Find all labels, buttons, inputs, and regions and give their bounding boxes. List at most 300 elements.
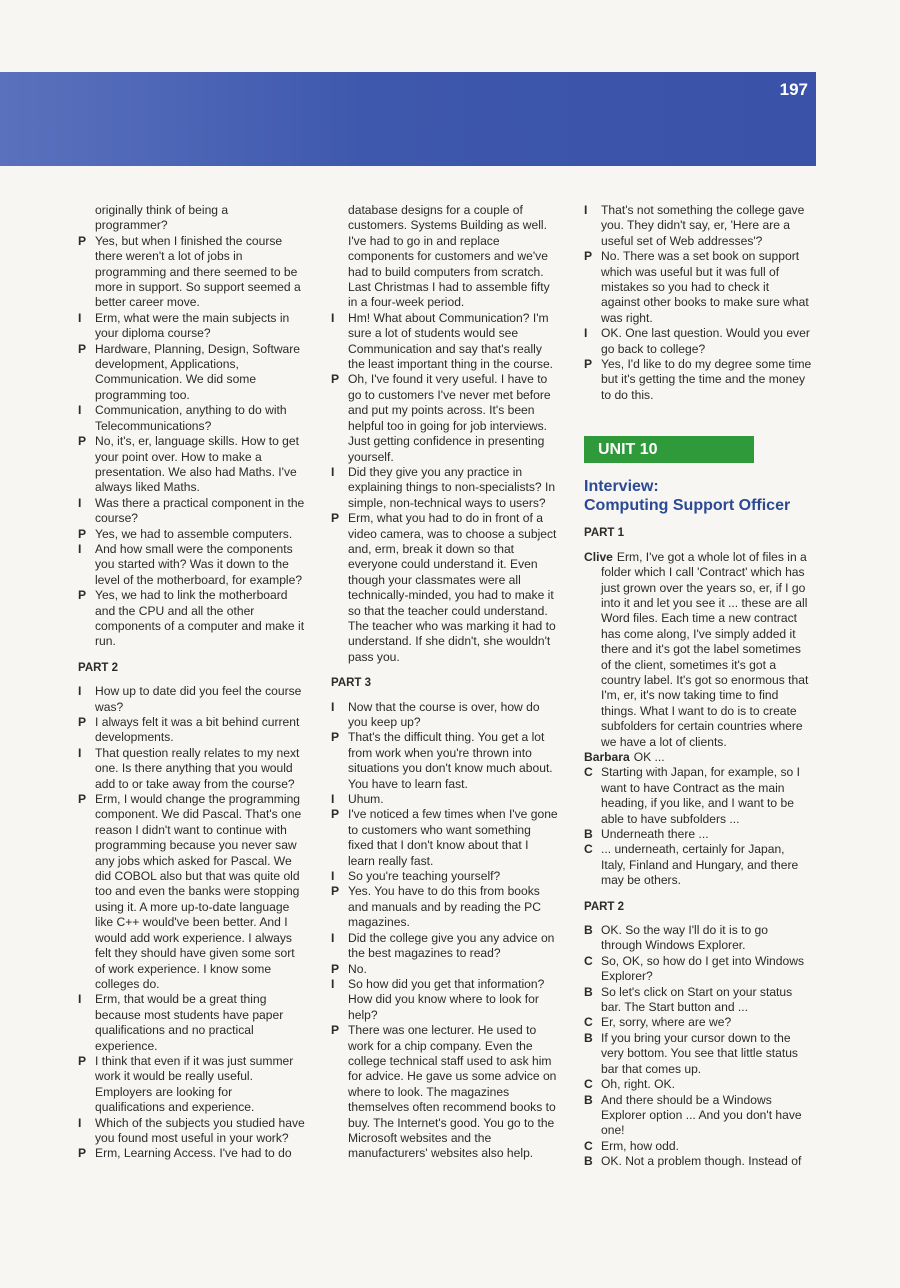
turn-line: did COBOL also but that was quite old [95, 869, 300, 884]
line-text: Erm, how odd. [601, 1138, 679, 1153]
title-line: Computing Support Officer [584, 497, 791, 515]
line-text: Erm, Learning Access. I've had to do [95, 1146, 292, 1161]
turn-line: components of a computer and make it [95, 618, 305, 633]
dialogue-turn [78, 542, 310, 588]
turn-first-line [78, 311, 310, 326]
line-text: So how did you get that information? [348, 976, 545, 991]
column-2 [331, 203, 563, 1162]
speaker-label: P [331, 730, 340, 745]
speaker-label: P [331, 807, 340, 822]
turn-first-line [331, 372, 563, 387]
turn-line: would add work experience. I always [95, 930, 292, 945]
speaker-label: Clive [584, 549, 613, 564]
dialogue-turn [331, 962, 563, 977]
line-text: Now that the course is over, how do [348, 699, 540, 714]
turn-line: and manuals and by reading the PC [348, 899, 541, 914]
dialogue-turn [78, 1146, 310, 1161]
turn-line: there weren't a lot of jobs in [95, 249, 243, 264]
turn-line: heading, if you like, and I want to be [601, 796, 794, 811]
turn-first-line [331, 792, 563, 807]
speaker-label: C [584, 1015, 593, 1030]
turn-line: You have to learn fast. [348, 776, 468, 791]
turn-line: you started with? Was it down to the [95, 557, 289, 572]
turn-line: reason I didn't want to continue with [95, 822, 287, 837]
line-text: OK ... [633, 749, 665, 764]
turn-first-line [78, 234, 310, 249]
turn-line: which was useful but it was full of [601, 264, 780, 279]
turn-first-line [584, 1154, 816, 1169]
turn-line: in a four-week period. [348, 295, 465, 310]
turn-line: experience. [95, 1038, 158, 1053]
turn-line: qualifications and experience. [95, 1100, 255, 1115]
speaker-label: B [584, 827, 593, 841]
dialogue-turn [78, 746, 310, 792]
turn-line: your diploma course? [95, 326, 211, 341]
speaker-label: I [331, 976, 335, 991]
line-text: Erm, I've got a whole lot of files in a [616, 549, 807, 564]
turn-first-line [331, 884, 563, 899]
turn-line: because most students have paper [95, 1007, 284, 1022]
turn-first-line [78, 684, 310, 699]
speaker-label: P [331, 511, 340, 526]
dialogue-turn [78, 203, 310, 234]
turn-first-line [78, 715, 310, 730]
dialogue-turn [78, 434, 310, 496]
turn-line: like C++ would've been better. And I [95, 915, 288, 930]
dialogue-turn [78, 342, 310, 404]
speaker-label: P [78, 233, 87, 248]
dialogue-turn [331, 977, 563, 1023]
speaker-label: I [584, 326, 588, 341]
turn-line: work it would be really useful. [95, 1069, 253, 1084]
turn-line: better career move. [95, 295, 200, 310]
dialogue-turn [78, 1054, 310, 1116]
section-heading: PART 3 [331, 677, 372, 690]
turn-line: to customers who want something [348, 822, 531, 837]
turn-line: developments. [95, 730, 174, 745]
line-text: No, it's, er, language skills. How to get [95, 434, 299, 449]
turn-line: the least important thing in the course. [348, 357, 554, 372]
turn-line: you keep up? [348, 715, 421, 729]
turn-line: simple, non-technical ways to users? [348, 495, 546, 510]
turn-line: and the CPU and all the other [95, 603, 255, 618]
turn-line: presentation. We also had Maths. I've [95, 464, 297, 479]
dialogue-turn [584, 1139, 816, 1154]
speaker-label: P [78, 715, 87, 729]
turn-first-line [331, 977, 563, 992]
turn-line: but it's getting the time and the money [601, 372, 805, 387]
turn-line: always liked Maths. [95, 480, 200, 495]
turn-line: was right. [601, 310, 653, 325]
speaker-label: B [584, 1030, 593, 1045]
turn-line: the best magazines to read? [348, 946, 501, 961]
turn-line: colleges do. [95, 976, 160, 991]
turn-first-line [331, 1023, 563, 1038]
turn-first-line [78, 496, 310, 511]
turn-first-line [78, 342, 310, 357]
turn-line: Explorer option ... And you don't have [601, 1107, 802, 1122]
line-text: Yes, we had to link the motherboard [95, 588, 288, 603]
turn-line: add to or take away from the course? [95, 776, 295, 791]
dialogue-turn [78, 1116, 310, 1147]
speaker-label: B [584, 1154, 593, 1169]
speaker-label: P [78, 1053, 87, 1068]
turn-line: programming because you never saw [95, 838, 297, 853]
line-text: And how small were the components [95, 541, 293, 556]
dialogue-turn [331, 884, 563, 930]
line-text: That's not something the college gave [601, 203, 805, 217]
speaker-label: I [78, 1115, 82, 1130]
turn-first-line [584, 1015, 816, 1030]
dialogue-turn [78, 403, 310, 434]
dialogue-turn [584, 203, 816, 249]
turn-line: any jobs which asked for Pascal. We [95, 853, 292, 868]
dialogue-turn [78, 792, 310, 992]
turn-first-line [584, 326, 816, 341]
turn-first-line [584, 1077, 816, 1092]
line-text: So you're teaching yourself? [348, 869, 501, 884]
line-text: ... underneath, certainly for Japan, [601, 842, 785, 857]
turn-line: The teacher who was marking it had to [348, 618, 556, 633]
turn-first-line [78, 403, 310, 418]
turn-line: subfolders for certain countries where [601, 719, 803, 734]
turn-line: Communication. We did some [95, 372, 257, 387]
turn-line: sure a lot of students would see [348, 326, 519, 341]
speaker-label: P [331, 372, 340, 387]
turn-line: you. They didn't say, er, 'Here are a [601, 218, 791, 233]
dialogue-turn [78, 684, 310, 715]
turn-line: Telecommunications? [95, 418, 212, 433]
line-text: Which of the subjects you studied have [95, 1115, 305, 1130]
line-text: Was there a practical component in the [95, 495, 305, 510]
speaker-label: I [78, 495, 82, 510]
turn-first-line [584, 1093, 816, 1108]
line-text: OK. Not a problem though. Instead of [601, 1154, 802, 1169]
speaker-label: P [584, 249, 593, 264]
dialogue-turn [331, 511, 563, 665]
turn-first-line [78, 992, 310, 1007]
turn-line: where to look. The magazines [348, 1084, 510, 1099]
speaker-label: P [78, 792, 87, 807]
line-text: Erm, that would be a great thing [95, 992, 267, 1007]
dialogue-turn [584, 827, 816, 842]
line-text: Erm, I would change the programming [95, 792, 301, 807]
turn-first-line [584, 203, 816, 218]
speaker-label: B [584, 984, 593, 999]
turn-line: country label. It's got so enormous that [601, 672, 809, 687]
turn-first-line [331, 962, 563, 977]
header-band [0, 72, 816, 166]
speaker-label: C [584, 1077, 593, 1092]
turn-first-line [584, 1139, 816, 1154]
line-text: Underneath there ... [601, 827, 709, 841]
turn-line: I'm, er, it's now taking time to find [601, 688, 779, 703]
turn-line: very bottom. You see that little status [601, 1046, 798, 1061]
line-text: That question really relates to my next [95, 745, 300, 760]
dialogue-turn [331, 465, 563, 511]
turn-line: we have a lot of clients. [601, 734, 727, 749]
dialogue-turn [584, 765, 816, 827]
dialogue-turn [584, 357, 816, 403]
dialogue-turn [78, 992, 310, 1054]
turn-first-line [331, 931, 563, 946]
turn-first-line [331, 807, 563, 822]
section-heading: PART 2 [584, 900, 625, 913]
turn-line: was? [95, 699, 124, 714]
turn-line: customers. Systems Building as well. [348, 218, 547, 233]
turn-line: to do this. [601, 387, 654, 402]
turn-first-line [584, 985, 816, 1000]
speaker-label: P [78, 526, 87, 541]
interview-title [584, 477, 816, 515]
turn-line: felt they should have given some sort [95, 946, 295, 961]
dialogue-turn [584, 750, 816, 765]
turn-line: run. [95, 634, 116, 649]
line-text: Oh, I've found it very useful. I have to [348, 372, 548, 387]
dialogue-turn [584, 326, 816, 357]
line-text: Hm! What about Communication? I'm [348, 310, 549, 325]
dialogue-turn [331, 311, 563, 373]
turn-first-line [331, 465, 563, 480]
turn-line: one! [601, 1123, 625, 1138]
turn-line: college technical staff used to ask him [348, 1053, 552, 1068]
turn-line: video camera, was to choose a subject [348, 526, 557, 541]
turn-line: of the client, sometimes it's got a [601, 657, 777, 672]
speaker-label: C [584, 765, 593, 780]
line-text: That's the difficult thing. You get a lot [348, 730, 545, 745]
line-text: Erm, what were the main subjects in [95, 310, 290, 325]
turn-line: How did you know where to look for [348, 992, 539, 1007]
line-text: Oh, right. OK. [601, 1077, 675, 1092]
title-line: Interview: [584, 478, 659, 496]
speaker-label: C [584, 842, 593, 857]
turn-first-line [78, 1054, 310, 1069]
turn-line: pass you. [348, 649, 400, 664]
line-text: Uhum. [348, 792, 384, 807]
section-heading: PART 2 [78, 661, 119, 674]
turn-line: of work experience. I know some [95, 961, 272, 976]
turn-line: and, erm, break it down so that [348, 541, 515, 556]
turn-line: originally think of being a [95, 203, 229, 217]
turn-first-line [78, 527, 310, 542]
turn-line: for advice. He gave us some advice on [348, 1069, 557, 1084]
dialogue-turn [331, 1023, 563, 1162]
turn-line: has come along, I've simply added it [601, 626, 796, 641]
turn-line: bar. The Start button and ... [601, 1000, 749, 1015]
turn-line: Employers are looking for [95, 1084, 233, 1099]
speaker-label: Barbara [584, 749, 630, 764]
dialogue-turn [331, 792, 563, 807]
turn-line: situations you don't know much about. [348, 761, 553, 776]
speaker-label: P [78, 588, 87, 603]
dialogue-turn [584, 1077, 816, 1092]
dialogue-turn [584, 985, 816, 1016]
line-text: Did they give you any practice in [348, 464, 523, 479]
turn-line: using it. A more up-to-date language [95, 899, 290, 914]
speaker-label: P [331, 884, 340, 899]
speaker-label: I [78, 684, 82, 699]
turn-line: go to customers I've never met before [348, 387, 551, 402]
speaker-label: I [78, 403, 82, 418]
turn-line: Last Christmas I had to assemble fifty [348, 280, 550, 295]
turn-line: into it and let you see it ... these are all [601, 595, 808, 610]
speaker-label: I [331, 699, 335, 714]
speaker-label: I [78, 745, 82, 760]
speaker-label: P [78, 1146, 87, 1161]
turn-line: I've had to go in and replace [348, 233, 500, 248]
turn-line: though your classmates were all [348, 572, 521, 587]
turn-line: qualifications and no practical [95, 1023, 254, 1038]
line-text: There was one lecturer. He used to [348, 1023, 537, 1038]
turn-line: more in support. So support seemed a [95, 280, 301, 295]
dialogue-turn [78, 527, 310, 542]
turn-line: there and it's got the label sometimes [601, 642, 801, 657]
speaker-label: B [584, 923, 593, 938]
line-text: I always felt it was a bit behind current [95, 715, 300, 729]
turn-first-line [584, 923, 816, 938]
speaker-label: I [584, 203, 588, 217]
dialogue-turn [331, 203, 563, 311]
line-text: Communication, anything to do with [95, 403, 287, 418]
turn-line: Just getting confidence in presenting [348, 434, 545, 449]
turn-first-line [331, 700, 563, 715]
dialogue-turn [78, 588, 310, 650]
turn-line: magazines. [348, 915, 410, 930]
speaker-label: B [584, 1092, 593, 1107]
turn-line: buy. The Internet's good. You go to the [348, 1115, 555, 1130]
dialogue-turn [331, 700, 563, 731]
turn-first-line [78, 746, 310, 761]
line-text: So let's click on Start on your status [601, 984, 793, 999]
turn-line: explaining things to non-specialists? In [348, 480, 556, 495]
turn-line: Italy, Finland and Hungary, and there [601, 857, 799, 872]
turn-line: themselves often recommend books to [348, 1100, 556, 1115]
dialogue-turn [584, 550, 816, 750]
speaker-label: P [78, 434, 87, 449]
turn-first-line [78, 1116, 310, 1131]
turn-line: everyone could understand it. Even [348, 557, 538, 572]
turn-line: able to have subfolders ... [601, 811, 740, 826]
speaker-label: I [331, 869, 335, 884]
turn-line: programmer? [95, 218, 168, 233]
speaker-label: C [584, 953, 593, 968]
speaker-label: P [78, 341, 87, 356]
turn-line: Explorer? [601, 969, 653, 984]
turn-line: fixed that I don't know about that I [348, 838, 529, 853]
turn-line: learn really fast. [348, 853, 434, 868]
turn-first-line [78, 434, 310, 449]
column-3 [584, 203, 816, 1170]
line-text: Did the college give you any advice on [348, 930, 555, 945]
dialogue-turn [331, 931, 563, 962]
turn-line: bar that comes up. [601, 1061, 702, 1076]
column-1 [78, 203, 310, 1162]
turn-line: helpful too in going for job interviews. [348, 418, 547, 433]
turn-line: components for customers and we've [348, 249, 548, 264]
speaker-label: I [331, 930, 335, 945]
turn-first-line [331, 730, 563, 745]
turn-line: your point over. How to make a [95, 449, 262, 464]
dialogue-turn [584, 1093, 816, 1139]
turn-line: you found most useful in your work? [95, 1130, 289, 1145]
turn-line: technically-minded, you had to make it [348, 588, 554, 603]
speaker-label: P [584, 357, 593, 372]
dialogue-turn [331, 372, 563, 464]
turn-line: go back to college? [601, 341, 706, 356]
section-heading: PART 1 [584, 527, 625, 540]
turn-first-line [584, 750, 816, 765]
turn-line: Microsoft websites and the [348, 1130, 492, 1145]
line-text: OK. So the way I'll do it is to go [601, 923, 768, 938]
turn-line: course? [95, 511, 139, 526]
turn-line: things. What I want to do is to create [601, 703, 797, 718]
line-text: If you bring your cursor down to the [601, 1030, 791, 1045]
line-text: No. [348, 961, 367, 976]
speaker-label: I [78, 541, 82, 556]
turn-first-line [78, 542, 310, 557]
turn-first-line [78, 1146, 310, 1161]
unit-label: UNIT 10 [584, 436, 754, 463]
turn-line: yourself. [348, 449, 394, 464]
turn-line: had to build computers from scratch. [348, 264, 544, 279]
turn-line: programming and there seemed to be [95, 264, 298, 279]
dialogue-turn [331, 807, 563, 869]
line-text: Starting with Japan, for example, so I [601, 765, 800, 780]
turn-first-line [331, 511, 563, 526]
turn-line: component. We did Pascal. That's one [95, 807, 302, 822]
turn-first-line [584, 357, 816, 372]
dialogue-turn [584, 1031, 816, 1077]
line-text: I've noticed a few times when I've gone [348, 807, 558, 822]
turn-line: mistakes so you had to check it [601, 280, 770, 295]
dialogue-turn [584, 954, 816, 985]
turn-line: from work when you're thrown into [348, 745, 532, 760]
turn-first-line [331, 869, 563, 884]
turn-line: database designs for a couple of [348, 203, 523, 217]
line-text: Yes, I'd like to do my degree some time [601, 357, 812, 372]
turn-first-line [78, 792, 310, 807]
turn-first-line [584, 249, 816, 264]
dialogue-turn [78, 496, 310, 527]
turn-line: help? [348, 1007, 378, 1022]
turn-line: Word files. Each time a new contract [601, 611, 798, 626]
line-text: Yes, but when I finished the course [95, 233, 283, 248]
turn-first-line [78, 588, 310, 603]
line-text: I think that even if it was just summer [95, 1053, 294, 1068]
turn-line: understand. If she didn't, she wouldn't [348, 634, 551, 649]
speaker-label: I [78, 992, 82, 1007]
line-text: No. There was a set book on support [601, 249, 800, 264]
speaker-label: I [78, 310, 82, 325]
speaker-label: P [331, 1023, 340, 1038]
turn-line: against other books to make sure what [601, 295, 809, 310]
speaker-label: I [331, 464, 335, 479]
turn-line: and put my points across. It's been [348, 403, 535, 418]
line-text: So, OK, so how do I get into Windows [601, 953, 805, 968]
turn-first-line [584, 1031, 816, 1046]
line-text: Erm, what you had to do in front of a [348, 511, 543, 526]
speaker-label: I [331, 792, 335, 807]
line-text: And there should be a Windows [601, 1092, 772, 1107]
turn-line: may be others. [601, 873, 681, 888]
turn-first-line [584, 550, 816, 565]
turn-line: just grown over the years so, er, if I go [601, 580, 806, 595]
dialogue-turn [78, 234, 310, 311]
dialogue-turn [331, 730, 563, 792]
dialogue-turn [584, 842, 816, 888]
turn-line: want to have Contract as the main [601, 780, 785, 795]
turn-line: useful set of Web addresses'? [601, 233, 763, 248]
